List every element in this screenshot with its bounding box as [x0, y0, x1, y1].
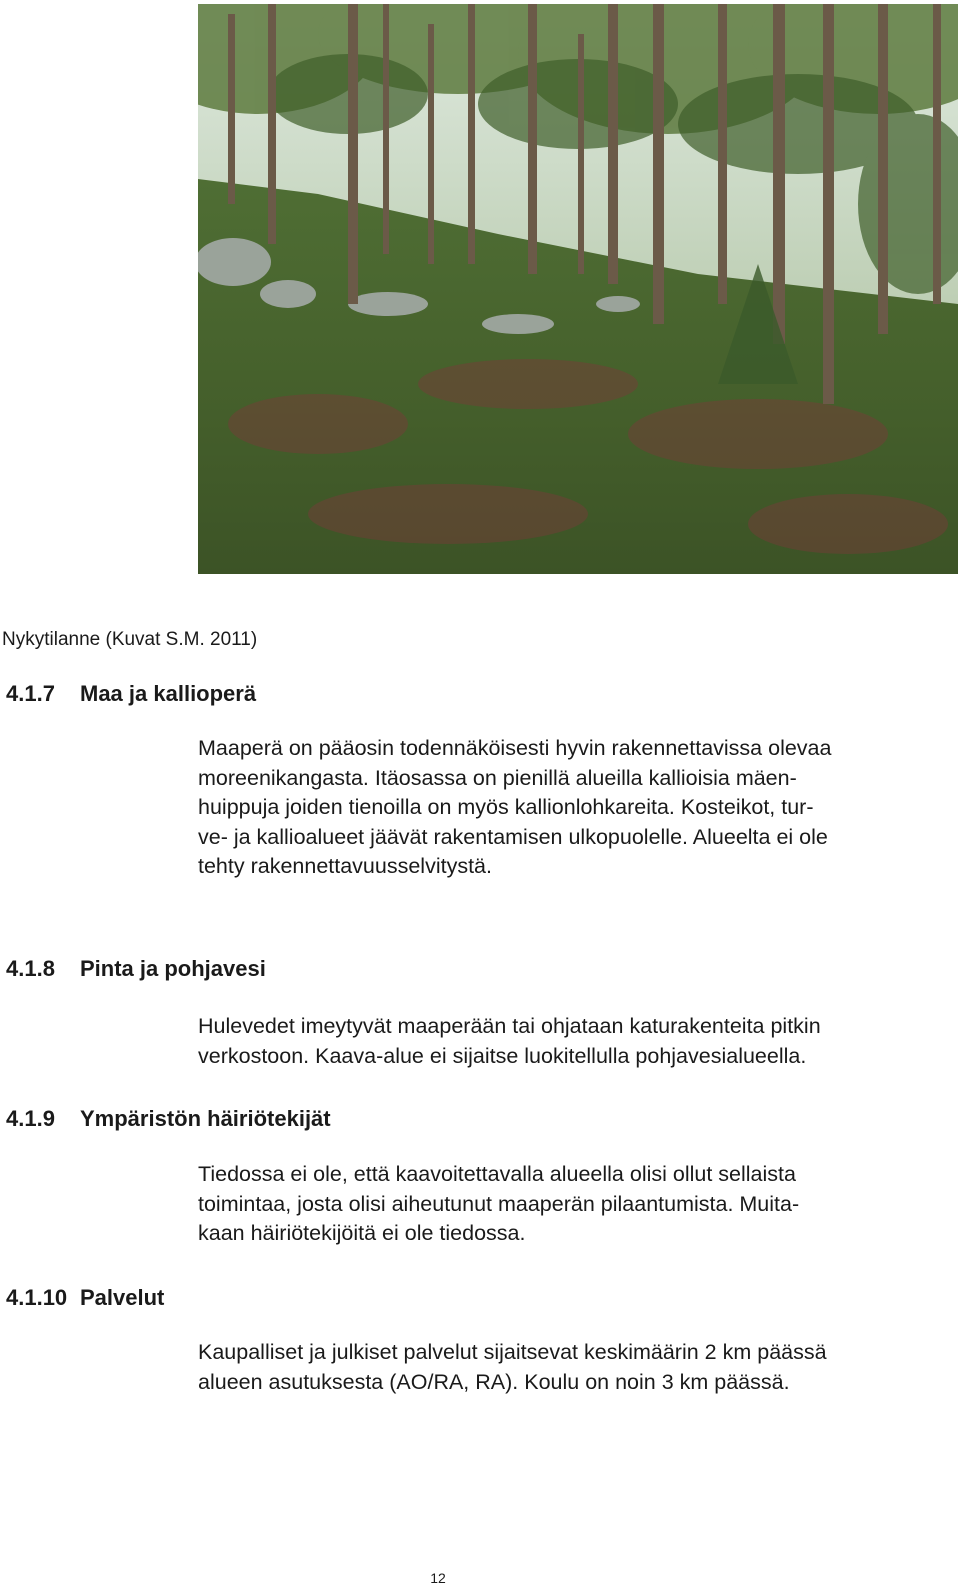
text-line: Tiedossa ei ole, että kaavoitettavalla alueella olisi ollut sellaista	[198, 1162, 796, 1186]
section-title: Maa ja kallioperä	[80, 681, 257, 706]
section-text-water	[198, 1012, 950, 1071]
text-line: alueen asutuksesta (AO/RA, RA). Koulu on noin 3 km päässä.	[198, 1369, 790, 1394]
section-number: 4.1.10	[6, 1285, 68, 1310]
text-line: verkostoon. Kaava-alue ei sijaitse luokitellulla pohjavesialueella.	[198, 1043, 807, 1068]
text-line: Kaupalliset ja julkiset palvelut sijaitsevat keskimäärin 2 km päässä	[198, 1340, 827, 1364]
section-heading-services	[6, 1284, 164, 1312]
forest-photo-illustration	[198, 4, 958, 574]
section-number: 4.1.8	[6, 956, 55, 981]
photo-caption: Nykytilanne (Kuvat S.M. 2011)	[2, 629, 258, 650]
section-title: Pinta ja pohjavesi	[80, 956, 266, 981]
section-title: Palvelut	[80, 1285, 165, 1310]
section-number: 4.1.9	[6, 1106, 55, 1131]
text-line: ve- ja kallioalueet jäävät rakentamisen ulkopuolelle. Alueelta ei ole	[198, 824, 828, 849]
section-text-soil	[198, 734, 950, 882]
text-line: kaan häiriötekijöitä ei ole tiedossa.	[198, 1221, 526, 1245]
section-text-services	[198, 1338, 950, 1397]
text-line: Maaperä on pääosin todennäköisesti hyvin rakennettavissa olevaa	[198, 736, 832, 760]
section-text-disturbances	[198, 1160, 950, 1249]
text-line: tehty rakennettavuusselvitystä.	[198, 854, 492, 878]
text-line: moreenikangasta. Itäosassa on pienillä alueilla kallioisia mäen-	[198, 765, 797, 790]
forest-photo	[198, 4, 958, 574]
text-line: toimintaa, josta olisi aiheutunut maaperän pilaantumista. Muita-	[198, 1191, 800, 1216]
section-heading-disturbances	[6, 1105, 331, 1133]
section-heading-soil	[6, 680, 256, 708]
section-heading-water	[6, 955, 266, 983]
section-number: 4.1.7	[6, 681, 55, 706]
text-line: huippuja joiden tienoilla on myös kallionlohkareita. Kosteikot, tur-	[198, 795, 814, 819]
section-title: Ympäristön häiriötekijät	[80, 1106, 331, 1131]
text-line: Hulevedet imeytyvät maaperään tai ohjataan katurakenteita pitkin	[198, 1014, 821, 1038]
page-number: 12	[430, 1570, 446, 1586]
